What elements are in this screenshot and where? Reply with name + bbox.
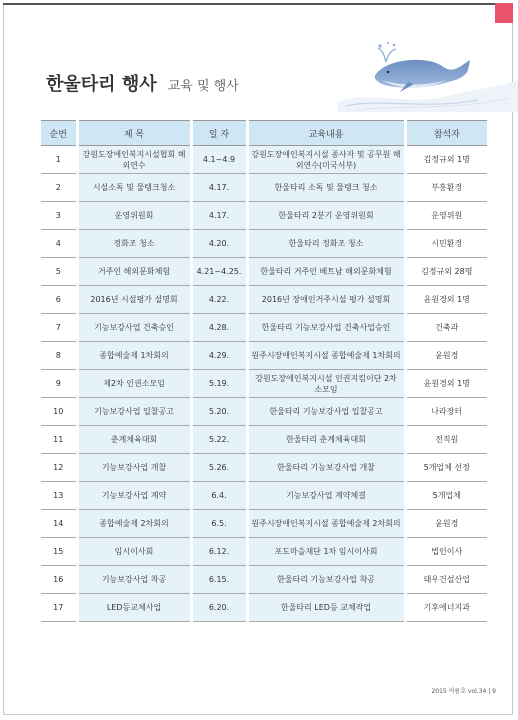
cell-date: 6.15. bbox=[191, 566, 247, 594]
table-row bbox=[41, 510, 487, 538]
whale-illustration bbox=[338, 40, 518, 112]
cell-number: 17 bbox=[41, 594, 77, 622]
cell-content: 기능보강사업 계약체결 bbox=[247, 482, 405, 510]
table-row bbox=[41, 258, 487, 286]
table-header-row bbox=[41, 121, 487, 146]
cell-title: 임시이사회 bbox=[77, 538, 191, 566]
cell-attendees: 김정규외 28명 bbox=[405, 258, 487, 286]
cell-attendees: 법인이사 bbox=[405, 538, 487, 566]
cell-content: 한울타리 정화조 청소 bbox=[247, 230, 405, 258]
cell-title: 기능보강사업 건축승인 bbox=[77, 314, 191, 342]
cell-date: 6.12. bbox=[191, 538, 247, 566]
cell-date: 5.22. bbox=[191, 426, 247, 454]
cell-content: 강원도장애인복지시설 종사자 및 공무원 해외연수(미국서부) bbox=[247, 146, 405, 174]
cell-number: 4 bbox=[41, 230, 77, 258]
cell-date: 4.17. bbox=[191, 174, 247, 202]
cell-content: 한울타리 기능보강사업 입찰공고 bbox=[247, 398, 405, 426]
cell-attendees: 나라장터 bbox=[405, 398, 487, 426]
cell-number: 13 bbox=[41, 482, 77, 510]
cell-content: 한울타리 기능보강사업 개찰 bbox=[247, 454, 405, 482]
cell-attendees: 윤원경 bbox=[405, 510, 487, 538]
cell-title: 기능보강사업 착공 bbox=[77, 566, 191, 594]
cell-number: 5 bbox=[41, 258, 77, 286]
cell-attendees: 윤원경외 1명 bbox=[405, 370, 487, 398]
cell-attendees: 운영위원 bbox=[405, 202, 487, 230]
cell-title: 시설소독 및 물탱크청소 bbox=[77, 174, 191, 202]
header-date: 일 자 bbox=[191, 121, 247, 146]
cell-content: 한울타리 LED등 교체작업 bbox=[247, 594, 405, 622]
cell-title: 종합예술제 2차회의 bbox=[77, 510, 191, 538]
cell-number: 7 bbox=[41, 314, 77, 342]
cell-number: 15 bbox=[41, 538, 77, 566]
cell-date: 4.28. bbox=[191, 314, 247, 342]
cell-date: 6.5. bbox=[191, 510, 247, 538]
table-row bbox=[41, 594, 487, 622]
cell-date: 4.21~4.25. bbox=[191, 258, 247, 286]
table-row bbox=[41, 146, 487, 174]
cell-title: 기능보강사업 입찰공고 bbox=[77, 398, 191, 426]
cell-content: 원주시장애인복지시설 종합예술제 2차회의 bbox=[247, 510, 405, 538]
cell-date: 4.29. bbox=[191, 342, 247, 370]
cell-number: 10 bbox=[41, 398, 77, 426]
cell-number: 14 bbox=[41, 510, 77, 538]
table-row bbox=[41, 426, 487, 454]
events-table-container bbox=[41, 120, 487, 622]
table-row bbox=[41, 538, 487, 566]
page-footer: 2015 여름호 vol.34 | 9 bbox=[431, 688, 496, 695]
cell-content: 강원도장애인복지시설 인권지킴이단 2차 소모임 bbox=[247, 370, 405, 398]
page-title: 한울타리 행사 bbox=[46, 74, 157, 95]
top-rule bbox=[3, 3, 513, 5]
cell-content: 한울타리 소독 및 물탱크 청소 bbox=[247, 174, 405, 202]
cell-date: 5.19. bbox=[191, 370, 247, 398]
table-row bbox=[41, 174, 487, 202]
cell-title: 제2차 인권소모임 bbox=[77, 370, 191, 398]
cell-attendees: 건축과 bbox=[405, 314, 487, 342]
cell-title: 춘계체육대회 bbox=[77, 426, 191, 454]
cell-title: 운영위원회 bbox=[77, 202, 191, 230]
table-row bbox=[41, 454, 487, 482]
events-table bbox=[41, 120, 487, 622]
cell-attendees: 부흥환경 bbox=[405, 174, 487, 202]
cell-attendees: 김정규외 1명 bbox=[405, 146, 487, 174]
cell-title: 정화조 청소 bbox=[77, 230, 191, 258]
cell-title: 기능보강사업 개찰 bbox=[77, 454, 191, 482]
cell-number: 9 bbox=[41, 370, 77, 398]
cell-attendees: 태우건설산업 bbox=[405, 566, 487, 594]
cell-title: 종합예술제 1차회의 bbox=[77, 342, 191, 370]
cell-title: 2016년 시설평가 설명회 bbox=[77, 286, 191, 314]
header-number: 순번 bbox=[41, 121, 77, 146]
cell-number: 6 bbox=[41, 286, 77, 314]
table-row bbox=[41, 202, 487, 230]
cell-number: 1 bbox=[41, 146, 77, 174]
cell-content: 원주시장애인복지시설 종합예술제 1차회의 bbox=[247, 342, 405, 370]
corner-bookmark-tab bbox=[495, 3, 513, 23]
table-row bbox=[41, 566, 487, 594]
cell-date: 5.20. bbox=[191, 398, 247, 426]
cell-attendees: 시민환경 bbox=[405, 230, 487, 258]
cell-date: 6.4. bbox=[191, 482, 247, 510]
cell-date: 4.20. bbox=[191, 230, 247, 258]
cell-number: 16 bbox=[41, 566, 77, 594]
header-content: 교육내용 bbox=[247, 121, 405, 146]
cell-number: 2 bbox=[41, 174, 77, 202]
table-row bbox=[41, 370, 487, 398]
cell-date: 4.17. bbox=[191, 202, 247, 230]
cell-date: 6.20. bbox=[191, 594, 247, 622]
table-row bbox=[41, 286, 487, 314]
page-heading bbox=[46, 70, 239, 96]
table-row bbox=[41, 482, 487, 510]
header-attendees: 참석자 bbox=[405, 121, 487, 146]
cell-content: 한울타리 거주인 베트남 해외문화체험 bbox=[247, 258, 405, 286]
cell-content: 한울타리 기능보강사업 건축사업승인 bbox=[247, 314, 405, 342]
cell-date: 4.22. bbox=[191, 286, 247, 314]
cell-title: 기능보강사업 계약 bbox=[77, 482, 191, 510]
cell-number: 12 bbox=[41, 454, 77, 482]
cell-date: 5.26. bbox=[191, 454, 247, 482]
cell-attendees: 윤원경 bbox=[405, 342, 487, 370]
cell-content: 한울타리 춘계체육대회 bbox=[247, 426, 405, 454]
cell-attendees: 윤원경외 1명 bbox=[405, 286, 487, 314]
page-subtitle: 교육 및 행사 bbox=[167, 79, 239, 94]
cell-attendees: 기후에너지과 bbox=[405, 594, 487, 622]
header-title: 제 목 bbox=[77, 121, 191, 146]
cell-content: 한울타리 기능보강사업 착공 bbox=[247, 566, 405, 594]
table-row bbox=[41, 314, 487, 342]
cell-title: 거주인 해외문화체험 bbox=[77, 258, 191, 286]
cell-number: 8 bbox=[41, 342, 77, 370]
cell-title: 강원도장애인복지시설협회 해외연수 bbox=[77, 146, 191, 174]
cell-number: 3 bbox=[41, 202, 77, 230]
cell-content: 2016년 장애인거주시설 평가 설명회 bbox=[247, 286, 405, 314]
table-row bbox=[41, 398, 487, 426]
cell-content: 한울타리 2분기 운영위원회 bbox=[247, 202, 405, 230]
cell-attendees: 5개업체 선정 bbox=[405, 454, 487, 482]
cell-attendees: 5개업체 bbox=[405, 482, 487, 510]
table-row bbox=[41, 230, 487, 258]
cell-title: LED등교체사업 bbox=[77, 594, 191, 622]
cell-content: 포도마을재단 1차 임시이사회 bbox=[247, 538, 405, 566]
cell-date: 4.1~4.9 bbox=[191, 146, 247, 174]
cell-attendees: 전직원 bbox=[405, 426, 487, 454]
table-row bbox=[41, 342, 487, 370]
cell-number: 11 bbox=[41, 426, 77, 454]
